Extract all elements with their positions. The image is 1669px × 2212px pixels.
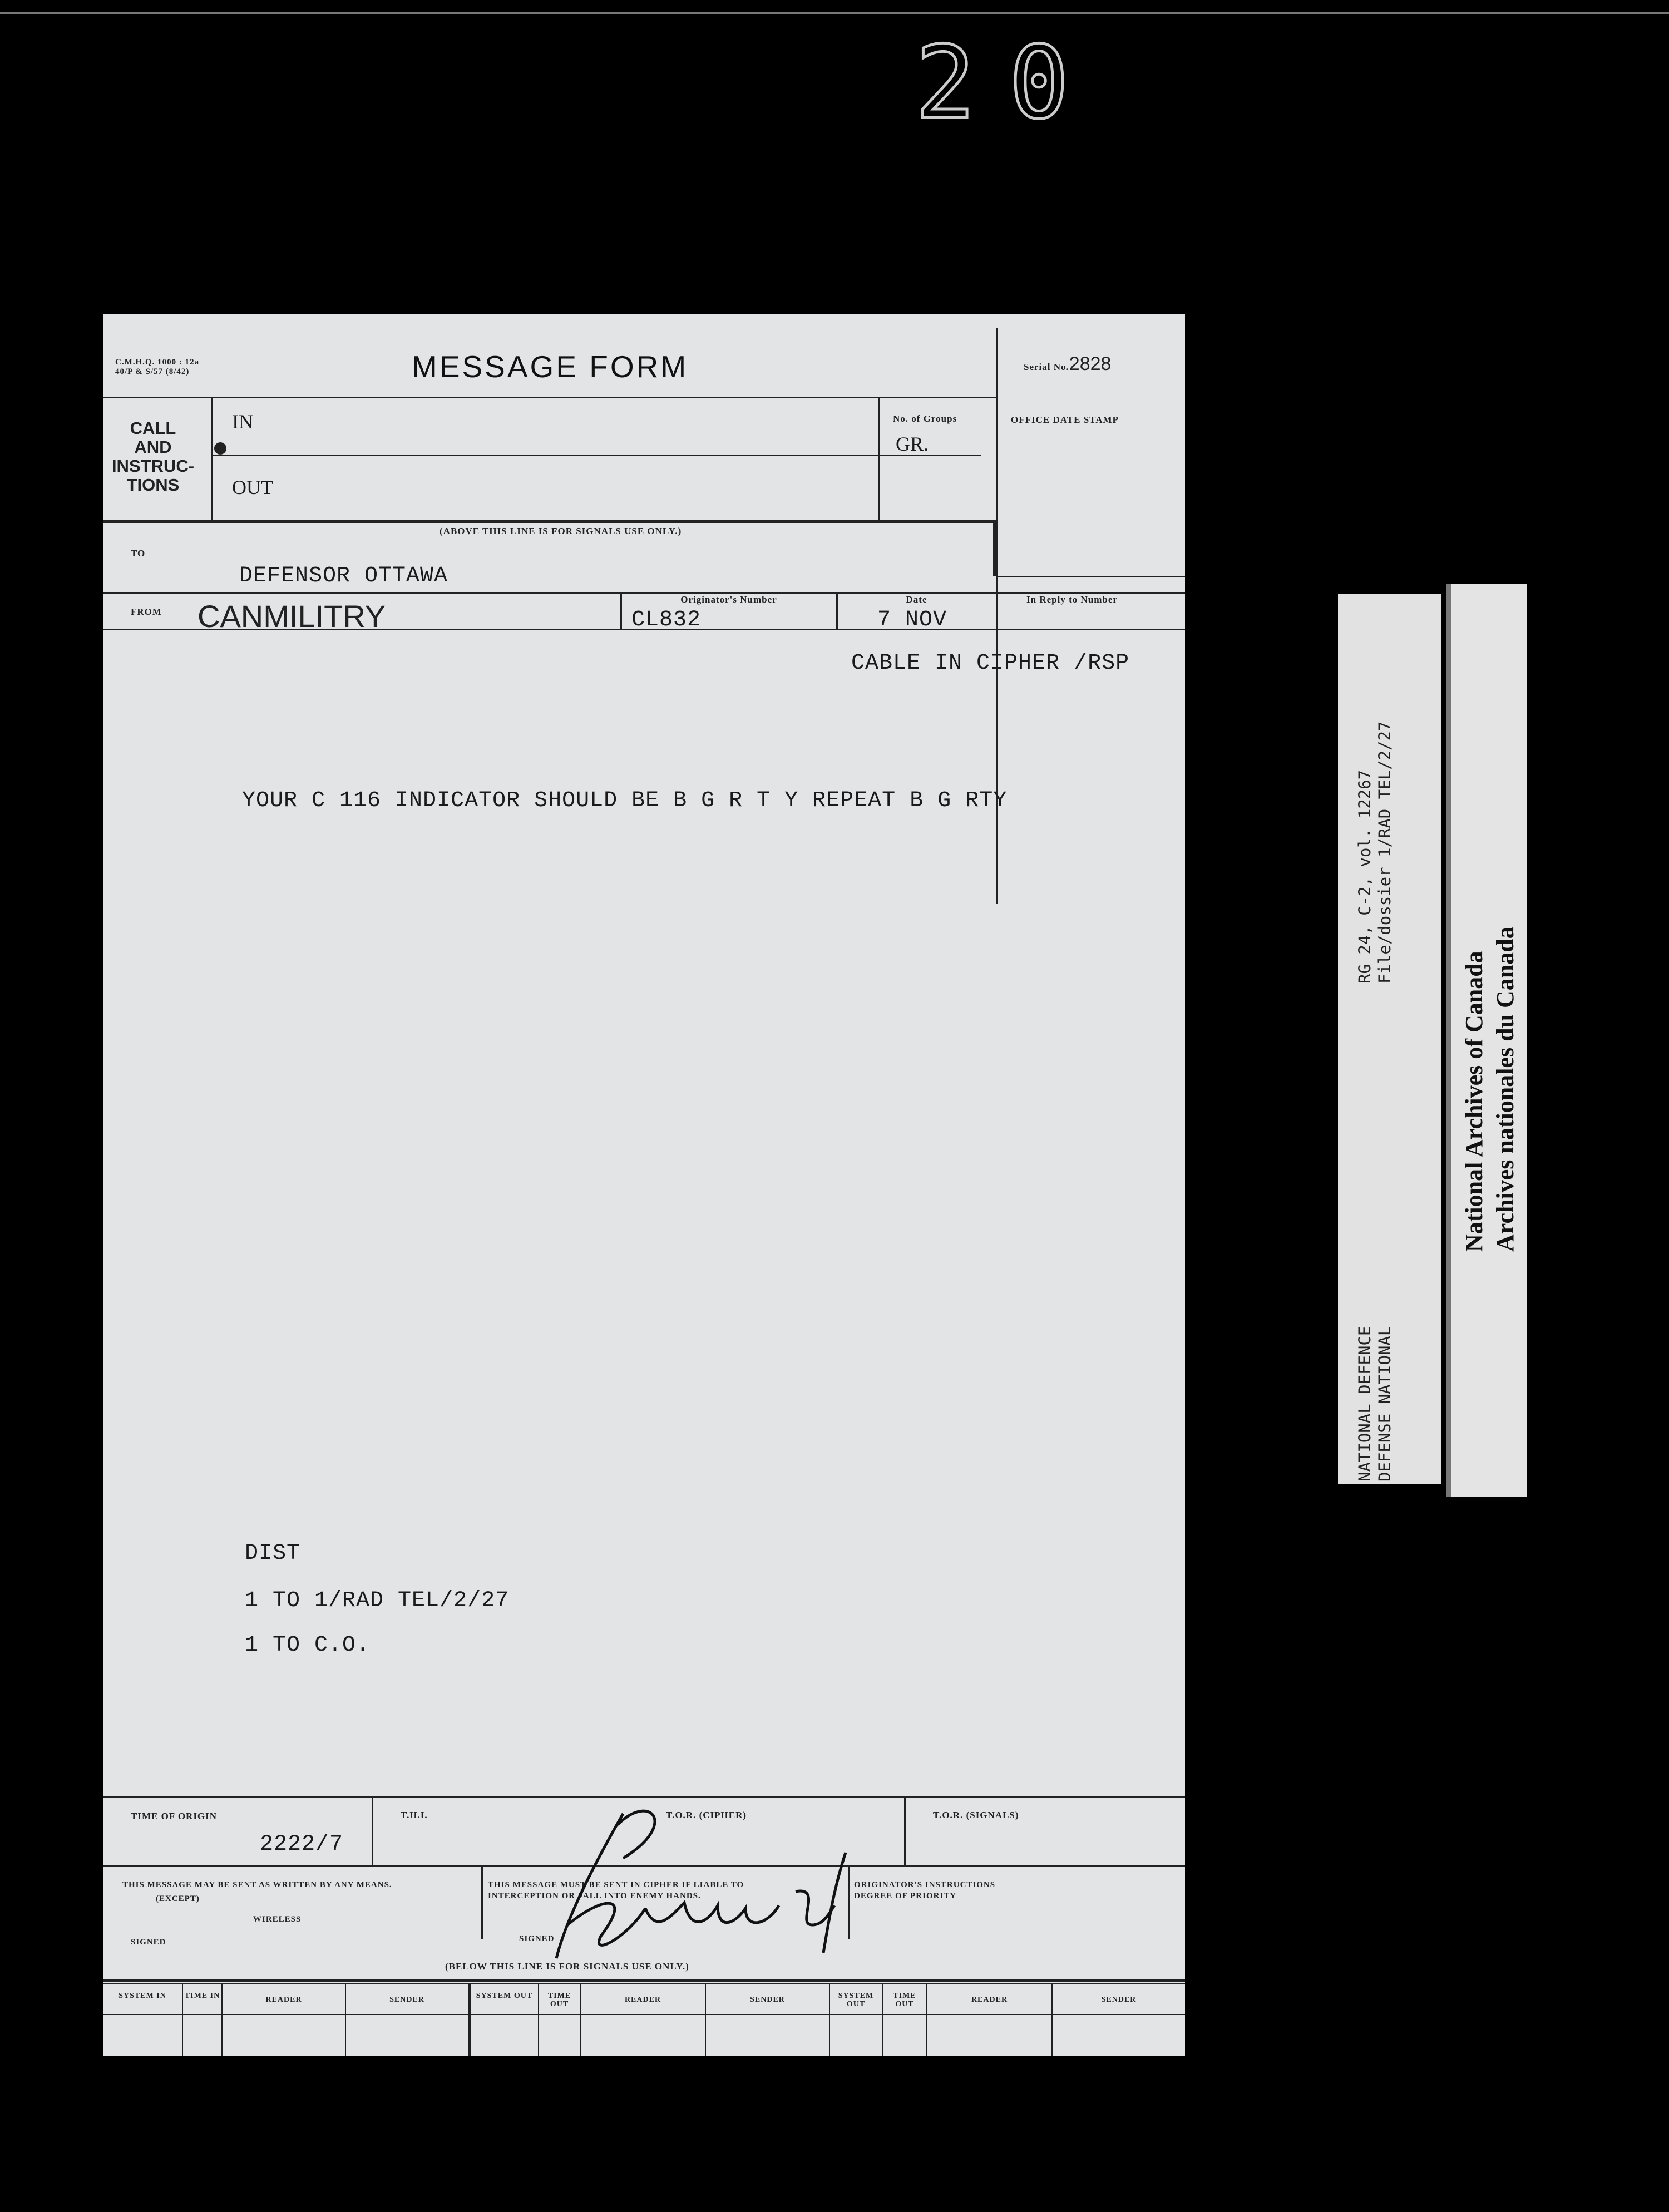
in-reply-label: In Reply to Number <box>1026 594 1118 605</box>
cipher-note: THIS MESSAGE MUST BE SENT IN CIPHER IF LIABLE TO <box>488 1880 744 1889</box>
table-header: SYSTEM OUT <box>476 1992 533 2000</box>
from-value: CANMILITRY <box>197 599 386 634</box>
signals-use-note: (ABOVE THIS LINE IS FOR SIGNALS USE ONLY.) <box>440 526 682 536</box>
ink-dot <box>214 442 226 455</box>
page-number: 20 <box>915 25 1103 141</box>
form-code: C.M.H.Q. 1000 : 12a 40/P & S/57 (8/42) <box>115 358 200 376</box>
table-header: TIME IN <box>184 1992 220 2000</box>
table-header: SENDER <box>1101 1996 1137 2004</box>
cipher-note: INTERCEPTION OR FALL INTO ENEMY HANDS. <box>488 1892 701 1900</box>
originator-instructions-label: ORIGINATOR'S INSTRUCTIONS <box>854 1880 996 1889</box>
except-note: (EXCEPT) <box>156 1894 200 1903</box>
originator-number-label: Originator's Number <box>680 594 777 605</box>
thi-label: T.H.I. <box>401 1810 428 1820</box>
groups-value: GR. <box>896 433 929 455</box>
top-border <box>0 12 1669 14</box>
signed-label-2: SIGNED <box>519 1934 555 1943</box>
rule <box>345 1983 346 2056</box>
out-label: OUT <box>232 476 273 498</box>
dist-label: DIST <box>245 1541 301 1566</box>
table-header: SENDER <box>389 1996 424 2004</box>
archive-reference-label <box>1338 594 1441 1484</box>
rule <box>996 328 998 904</box>
rule <box>904 1796 906 1865</box>
rule <box>620 592 622 629</box>
table-header: TIME OUT <box>893 1992 916 2008</box>
to-value: DEFENSOR OTTAWA <box>239 564 448 589</box>
tor-signals-label: T.O.R. (SIGNALS) <box>933 1810 1019 1820</box>
wireless-note: WIRELESS <box>253 1915 302 1924</box>
dist-line: 1 TO C.O. <box>245 1633 371 1658</box>
table-header: READER <box>624 1996 661 2004</box>
archives-canada-label <box>1446 584 1527 1497</box>
rule <box>580 1983 581 2056</box>
priority-label: DEGREE OF PRIORITY <box>854 1892 957 1900</box>
table-header: TIME OUT <box>547 1992 571 2008</box>
rule <box>996 576 1185 577</box>
rule <box>705 1983 706 2056</box>
archive-reference-text: RG 24, C-2, vol. 12267 File/dossier 1/RAD TEL/2/27 <box>1355 721 1394 984</box>
cable-line: CABLE IN CIPHER /RSP <box>851 651 1130 676</box>
rule <box>372 1796 373 1865</box>
date-value: 7 NOV <box>877 608 947 633</box>
rule <box>993 523 996 576</box>
rule <box>103 1983 1185 1984</box>
signed-label: SIGNED <box>131 1938 166 1947</box>
form-title: MESSAGE FORM <box>412 349 689 384</box>
rule <box>1051 1983 1053 2056</box>
rule <box>926 1983 927 2056</box>
office-date-stamp-label: OFFICE DATE STAMP <box>1011 414 1119 425</box>
groups-label: No. of Groups <box>893 413 957 424</box>
signals-below-note: (BELOW THIS LINE IS FOR SIGNALS USE ONLY.) <box>445 1961 689 1972</box>
time-of-origin-value: 2222/7 <box>260 1832 344 1857</box>
table-header: READER <box>971 1996 1008 2004</box>
rule <box>103 2014 1185 2015</box>
table-header: SYSTEM IN <box>118 1992 166 2000</box>
department-text: NATIONAL DEFENCE DEFENSE NATIONAL <box>1355 1326 1394 1482</box>
serial-number: Serial No.2828 <box>1024 353 1112 374</box>
tor-cipher-label: T.O.R. (CIPHER) <box>666 1810 747 1820</box>
dist-line: 1 TO 1/RAD TEL/2/27 <box>245 1588 510 1613</box>
in-label: IN <box>232 411 253 433</box>
rule <box>103 397 996 398</box>
label-edge <box>1446 584 1451 1497</box>
archives-canada-text: National Archives of Canada Archives nationales du Canada <box>1460 926 1519 1252</box>
table-header: SENDER <box>750 1996 785 2004</box>
handwritten-signature <box>534 1791 868 1981</box>
date-label: Date <box>906 594 927 605</box>
table-header: SYSTEM OUT <box>838 1992 874 2008</box>
table-header: READER <box>265 1996 302 2004</box>
to-label: TO <box>131 548 146 559</box>
rule <box>481 1867 483 1939</box>
from-label: FROM <box>131 606 162 617</box>
rule <box>213 455 981 456</box>
originator-number-value: CL832 <box>631 608 702 633</box>
rule <box>211 397 213 522</box>
rule <box>103 520 996 523</box>
call-instructions-label: CALL AND INSTRUC- TIONS <box>111 418 195 495</box>
rule <box>878 397 880 522</box>
rule <box>221 1983 223 2056</box>
written-note: THIS MESSAGE MAY BE SENT AS WRITTEN BY ANY MEANS. <box>122 1880 392 1889</box>
time-of-origin-label: TIME OF ORIGIN <box>131 1811 218 1821</box>
message-text: YOUR C 116 INDICATOR SHOULD BE B G R T Y REPEAT B G RTY <box>242 788 1008 813</box>
